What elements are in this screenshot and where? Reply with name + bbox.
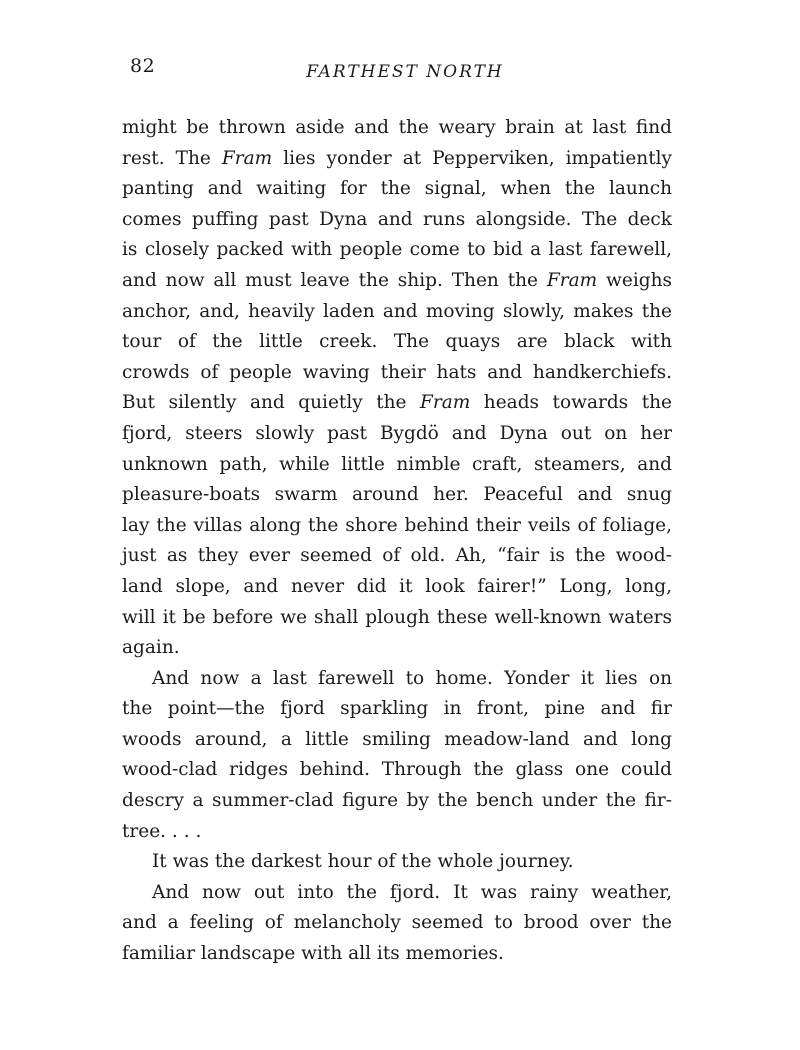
- text-line: is closely packed with people come to bid a last farewell,: [122, 239, 672, 261]
- body-text: [122, 113, 672, 970]
- text-line: pleasure-boats swarm around her. Peaceful and snug: [122, 484, 672, 506]
- text-line: will it be before we shall plough these well-known waters: [122, 606, 672, 628]
- text-line: unknown path, while little nimble craft, steamers, and: [122, 453, 672, 475]
- text-line: comes puffing past Dyna and runs alongside. The deck: [122, 208, 672, 230]
- text-line: anchor, and, heavily laden and moving slowly, makes the: [122, 300, 672, 322]
- text-line: and now all must leave the ship. Then the Fram weighs: [122, 269, 672, 291]
- text-line: wood-clad ridges behind. Through the glass one could: [122, 759, 672, 781]
- text-line: the point—the fjord sparkling in front, pine and fir: [122, 698, 672, 720]
- text-line: rest. The Fram lies yonder at Pepperviken, impatiently: [122, 147, 672, 169]
- text-line: tree. . . .: [122, 820, 202, 842]
- ship-name: Fram: [420, 392, 471, 414]
- text-line: again.: [122, 637, 180, 659]
- paragraph-first-line: It was the darkest hour of the whole journey.: [152, 851, 574, 873]
- running-title: FARTHEST NORTH: [306, 62, 504, 82]
- text-line: woods around, a little smiling meadow-land and long: [122, 728, 672, 750]
- text-line: might be thrown aside and the weary brain at last find: [122, 117, 672, 138]
- paragraph-first-line: And now a last farewell to home. Yonder it lies on: [152, 667, 672, 689]
- text-line: panting and waiting for the signal, when the launch: [122, 178, 672, 200]
- text-line: land slope, and never did it look fairer!” Long, long,: [122, 575, 672, 597]
- text-line: just as they ever seemed of old. Ah, “fair is the wood-: [122, 545, 672, 567]
- ship-name: Fram: [546, 269, 598, 291]
- paragraph-first-line: And now out into the fjord. It was rainy weather,: [152, 881, 672, 903]
- ship-name: Fram: [221, 147, 273, 169]
- text-line: and a feeling of melancholy seemed to brood over the: [122, 912, 672, 934]
- text-line: fjord, steers slowly past Bygdö and Dyna out on her: [122, 422, 672, 444]
- text-line: descry a summer-clad figure by the bench under the fir-: [122, 790, 672, 812]
- text-line: lay the villas along the shore behind their veils of foliage,: [122, 514, 672, 536]
- text-line: But silently and quietly the Fram heads towards the: [122, 392, 672, 414]
- text-line: crowds of people waving their hats and handkerchiefs.: [122, 361, 672, 383]
- page-number: 82: [130, 55, 156, 77]
- text-line: familiar landscape with all its memories.: [122, 943, 504, 965]
- text-line: tour of the little creek. The quays are black with: [122, 331, 672, 353]
